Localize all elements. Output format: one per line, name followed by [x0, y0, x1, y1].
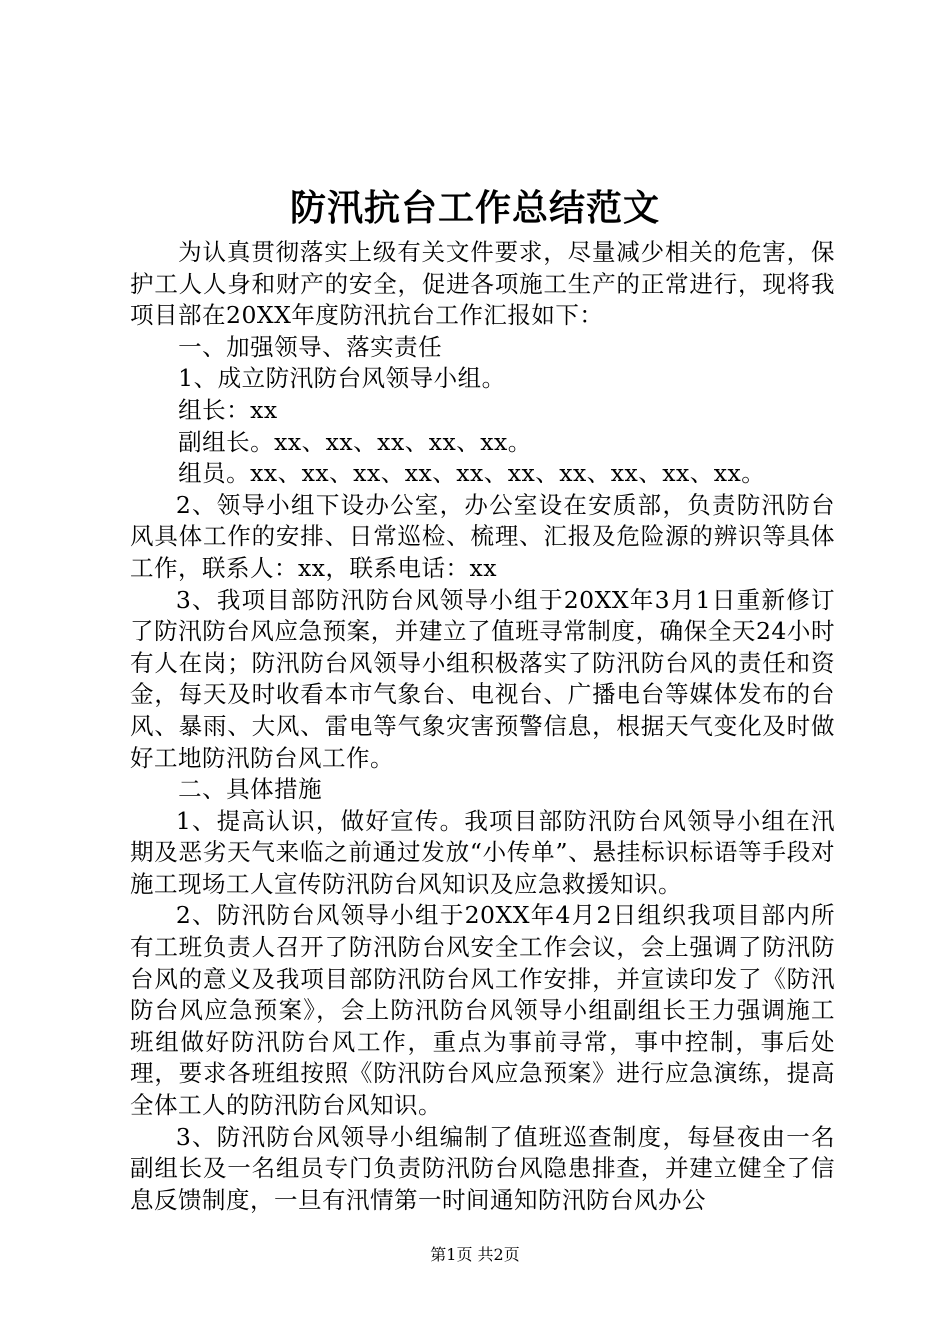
paragraph-item: 2、领导小组下设办公室，办公室设在安质部，负责防汛防台风具体工作的安排、日常巡检、梳理、汇报及危险源的辨识等具体工作，联系人：xx，联系电话：xx [130, 490, 835, 582]
paragraph-item: 2、防汛防台风领导小组于20XX年4月2日组织我项目部内所有工班负责人召开了防汛防台风安全工作会议，会上强调了防汛防台风的意义及我项目部防汛防台风工作安排，并宣读印发了《防汛防台风应急预案》，会上防汛防台风领导小组副组长王力强调施工班组做好防汛防台风工作，重点为事前寻常，事中控制，事后处理，要求各班组按照《防汛防台风应急预案》进行应急演练，提高全体工人的防汛防台风知识。 [130, 901, 835, 1120]
paragraph-item: 1、提高认识，做好宣传。我项目部防汛防台风领导小组在汛期及恶劣天气来临之前通过发放“小传单”、悬挂标识标语等手段对施工现场工人宣传防汛防台风知识及应急救援知识。 [130, 806, 835, 898]
page-footer: 第1页 共2页 [430, 1245, 520, 1264]
paragraph-item: 1、成立防汛防台风领导小组。 [178, 364, 506, 393]
paragraph-item: 副组长。xx、xx、xx、xx、xx。 [178, 427, 532, 456]
section-heading-1: 一、加强领导、落实责任 [178, 332, 443, 361]
paragraph-intro: 为认真贯彻落实上级有关文件要求，尽量减少相关的危害，保护工人人身和财产的安全，促进各项施工生产的正常进行，现将我项目部在20XX年度防汛抗台工作汇报如下： [130, 238, 835, 330]
document-body [130, 237, 835, 1216]
paragraph-item: 3、我项目部防汛防台风领导小组于20XX年3月1日重新修订了防汛防台风应急预案，并建立了值班寻常制度，确保全天24小时有人在岗；防汛防台风领导小组积极落实了防汛防台风的责任和资金，每天及时收看本市气象台、电视台、广播电台等媒体发布的台风、暴雨、大风、雷电等气象灾害预警信息，根据天气变化及时做好工地防汛防台风工作。 [130, 585, 835, 772]
paragraph-item: 组长：xx [178, 395, 278, 424]
section-heading-2: 二、具体措施 [178, 775, 323, 804]
paragraph-item: 组员。xx、xx、xx、xx、xx、xx、xx、xx、xx、xx。 [178, 459, 766, 488]
paragraph-item: 3、防汛防台风领导小组编制了值班巡查制度，每昼夜由一名副组长及一名组员专门负责防汛防台风隐患排查，并建立健全了信息反馈制度，一旦有汛情第一时间通知防汛防台风办公 [130, 1122, 835, 1214]
document-title: 防汛抗台工作总结范文 [289, 187, 660, 229]
